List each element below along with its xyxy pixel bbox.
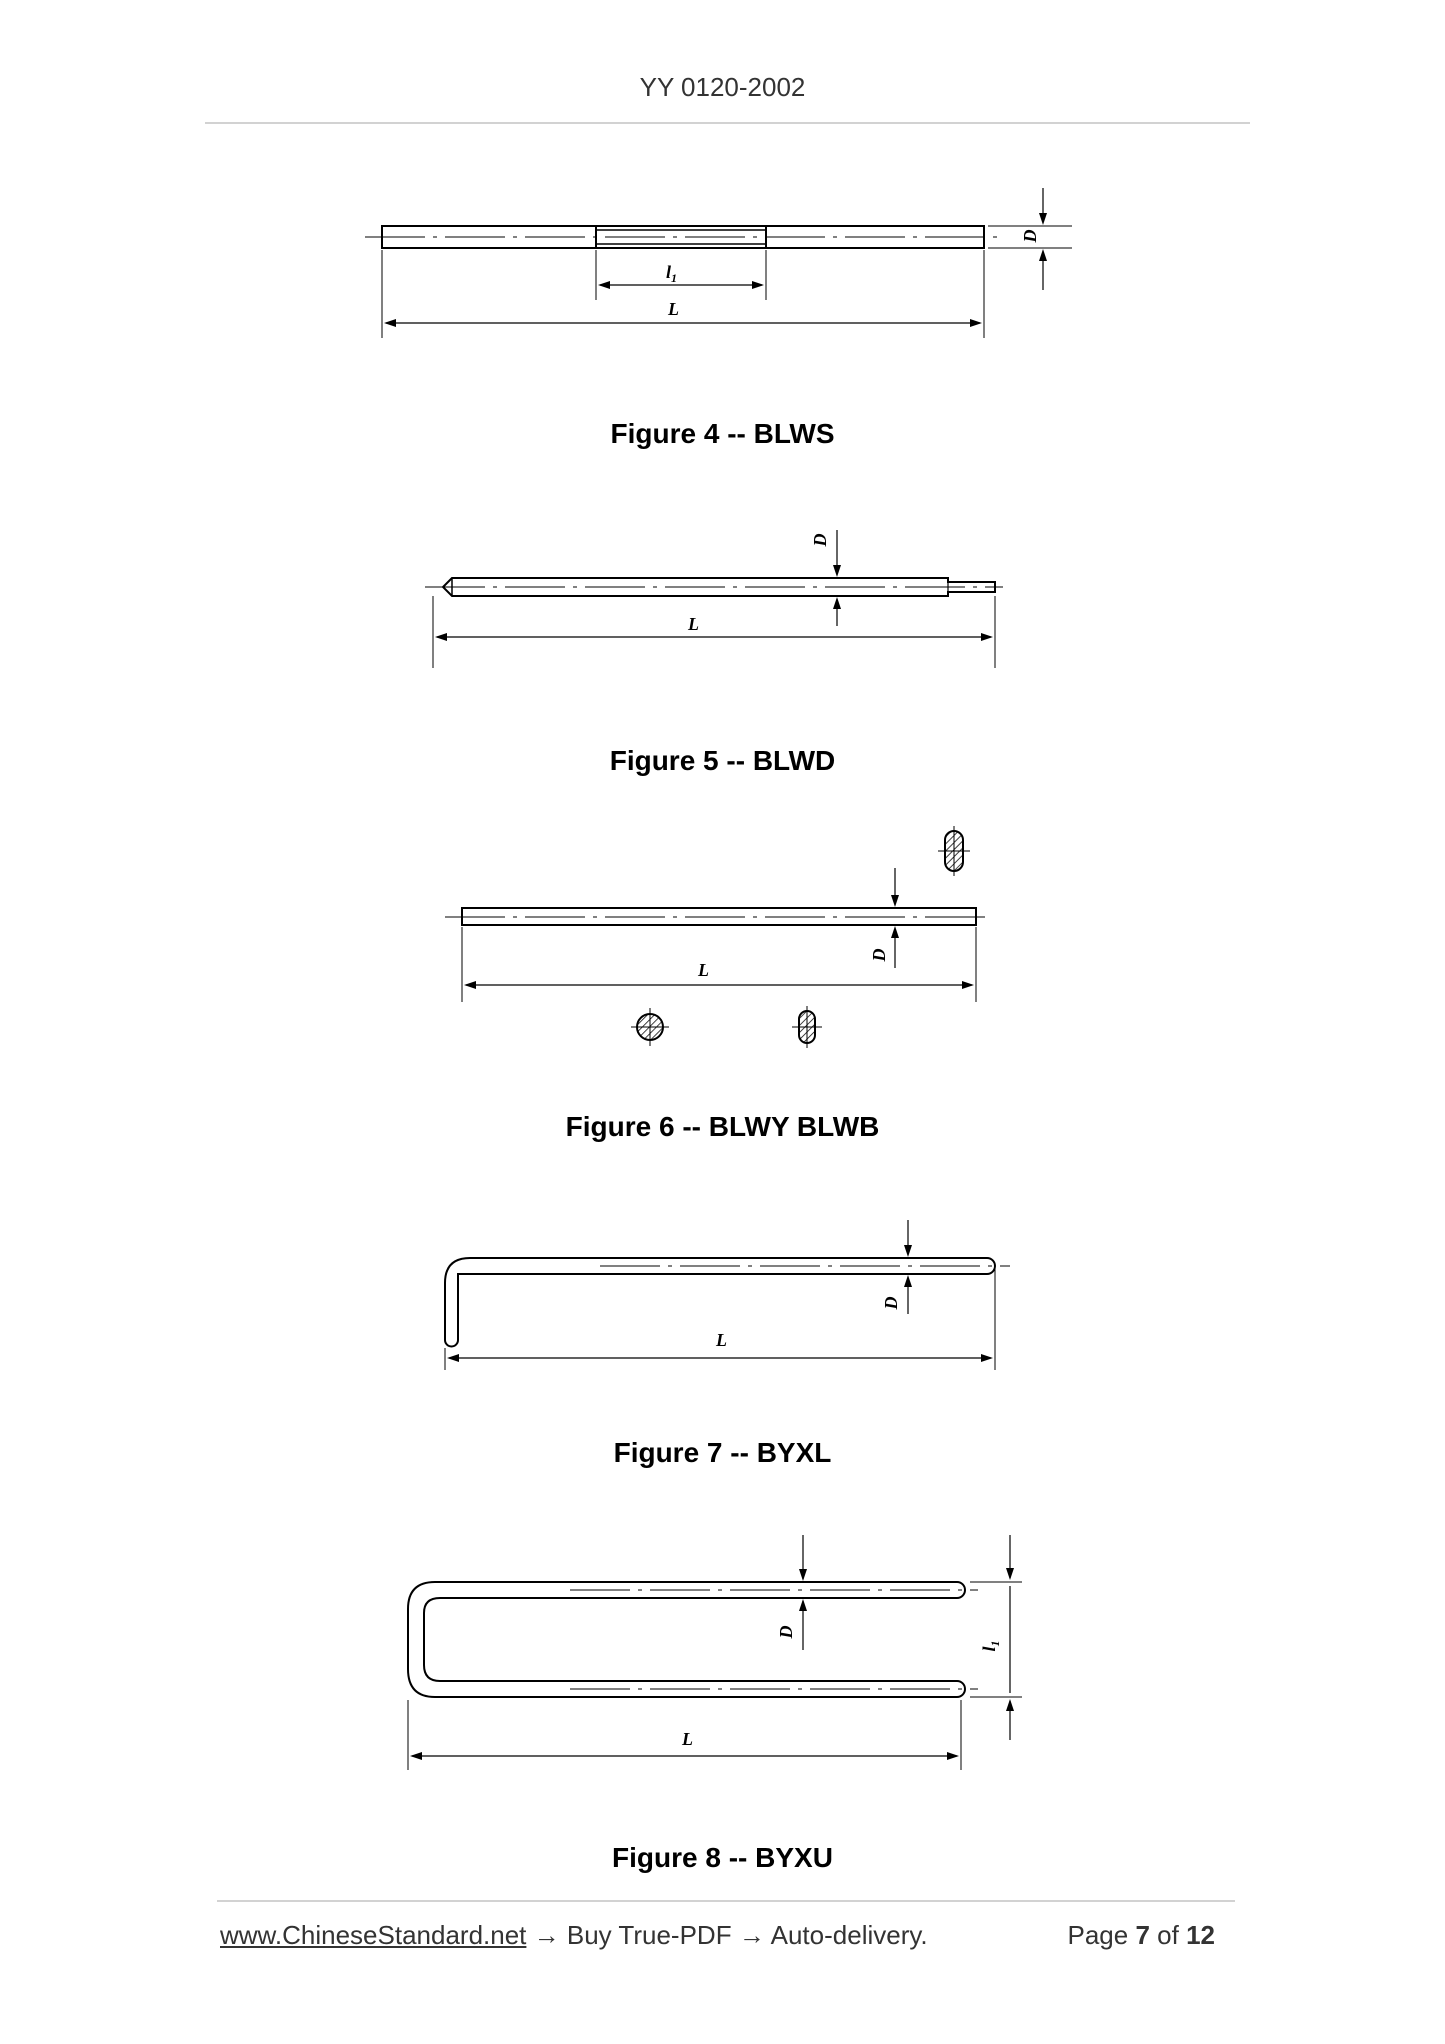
arrow-icon: → — [738, 1920, 765, 1950]
fig7-d-label: D — [881, 1296, 901, 1310]
figure-5-caption: Figure 5 -- BLWD — [609, 745, 836, 776]
figure-4-caption: Figure 4 -- BLWS — [610, 418, 835, 449]
fig8-l-label: L — [682, 1729, 693, 1749]
fig5-d-label: D — [810, 533, 830, 547]
arrow-icon: → — [533, 1920, 560, 1950]
fig6-d-label: D — [869, 948, 889, 962]
fig7-l-label: L — [716, 1330, 727, 1350]
footer-promo — [220, 1920, 928, 1951]
fig4-l1-label: $l_1$ — [666, 262, 678, 285]
fig8-d-label: D — [776, 1625, 796, 1639]
website-link[interactable]: www.ChineseStandard.net — [220, 1920, 527, 1950]
total-pages-number: 12 — [1186, 1920, 1215, 1950]
page-label: Page — [1067, 1920, 1129, 1950]
fig5-l-label: L — [688, 614, 699, 634]
buy-true-pdf-text: Buy True-PDF — [566, 1920, 732, 1950]
of-label: of — [1157, 1920, 1179, 1950]
figure-8-caption: Figure 8 -- BYXU — [612, 1842, 833, 1873]
fig4-d-label: D — [1020, 229, 1040, 243]
fig8-l1-label: $l_1$ — [979, 1640, 1002, 1652]
footer-divider — [217, 1900, 1235, 1902]
auto-delivery-text: Auto-delivery. — [770, 1920, 928, 1950]
current-page-number: 7 — [1135, 1920, 1150, 1950]
figure-6-caption: Figure 6 -- BLWY BLWB — [565, 1111, 880, 1142]
document-id-header: YY 0120-2002 — [639, 72, 806, 102]
figure-7-caption: Figure 7 -- BYXL — [613, 1437, 832, 1468]
fig4-l-label: L — [668, 299, 679, 319]
page-indicator — [1067, 1920, 1215, 1951]
fig6-l-label: L — [698, 960, 709, 980]
